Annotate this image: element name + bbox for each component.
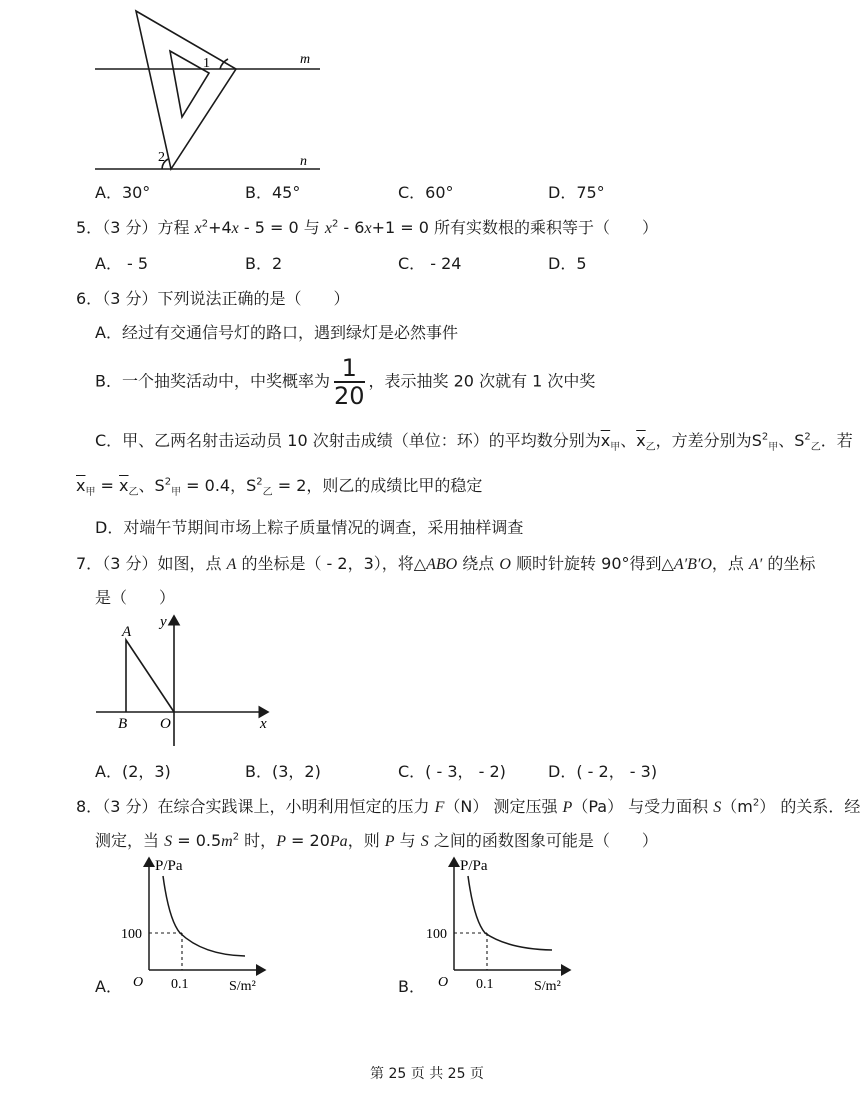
q5-stem-b: 所有实数根的乘积等于（ ） bbox=[434, 218, 659, 237]
q7-stem-e: ，点 bbox=[711, 554, 744, 573]
graph-a-ytick: 100 bbox=[121, 927, 142, 942]
q6-c-xbar-yi: $\overline{x}$ bbox=[636, 431, 646, 450]
q7-stem-d: 顺时针旋转 90°得到△ bbox=[516, 554, 674, 573]
graph-a-curve bbox=[163, 876, 245, 956]
q8-unit-s-exp: 2 bbox=[752, 797, 760, 809]
q5-eq1-tail: - 5 = 0 bbox=[238, 218, 299, 237]
q5-eq2-x: x bbox=[324, 220, 332, 237]
q8-stem-a: 在综合实践课上，小明利用恒定的压力 bbox=[157, 797, 430, 816]
q7-stem-f: 的坐标 bbox=[767, 554, 816, 573]
q8-l2-p: P bbox=[276, 833, 286, 850]
q6-c2-s2: = 2，则乙的成绩比甲的稳定 bbox=[272, 476, 483, 495]
fig7-label-o: O bbox=[160, 716, 171, 732]
q8-l2-g: 之间的函数图象可能是（ ） bbox=[433, 831, 658, 850]
q6-c2-dun: 、 bbox=[138, 476, 155, 495]
q7-tri2: A′B′O bbox=[673, 556, 712, 573]
q8-l2-s: S bbox=[164, 833, 173, 850]
q6-c-ssub-jia: 甲 bbox=[768, 442, 779, 454]
q7-stem-b: 的坐标是（ - 2，3），将△ bbox=[241, 554, 427, 573]
q6-b-num: 1 bbox=[334, 355, 365, 383]
q5-stem bbox=[76, 215, 658, 238]
q6-c2-xbar-yi: $\overline{x}$ bbox=[119, 476, 129, 495]
q6-c2-sub-yi: 乙 bbox=[128, 487, 139, 499]
q6-number: 6． bbox=[76, 289, 103, 308]
q8-option-b: B． bbox=[398, 977, 425, 996]
q7-pt-a2: A′ bbox=[749, 556, 763, 573]
q8-unit-f: （N） bbox=[444, 797, 489, 816]
q7-figure bbox=[90, 608, 280, 750]
q6-b-fraction bbox=[334, 355, 365, 409]
label-angle-2: 2 bbox=[158, 150, 165, 165]
q8-option-a: A． bbox=[95, 977, 122, 996]
q6-option-a: A．经过有交通信号灯的路口，遇到绿灯是必然事件 bbox=[95, 323, 458, 342]
q8-stem-line2 bbox=[95, 828, 658, 851]
q8-l2-f: 与 bbox=[399, 831, 416, 850]
q5-eq1-x2: x bbox=[231, 220, 239, 237]
q6-c-dun2: 、 bbox=[778, 431, 795, 450]
graph-b-xlabel: S/m² bbox=[534, 979, 561, 994]
q8-l2-b: = 0.5 bbox=[172, 831, 222, 850]
q4-option-c: C．60° bbox=[398, 183, 454, 202]
graph-b-curve bbox=[468, 876, 552, 950]
q5-eq2-exp: 2 bbox=[331, 218, 339, 230]
q8-l2-d: = 20 bbox=[285, 831, 330, 850]
q6-c2-ssub-yi: 乙 bbox=[262, 487, 273, 499]
q8-l2-a: 测定，当 bbox=[95, 831, 160, 850]
fig7-label-x: x bbox=[260, 716, 267, 732]
q5-option-d: D．5 bbox=[548, 254, 587, 273]
q7-option-b: B．(3，2) bbox=[245, 762, 321, 781]
q6-b-den: 20 bbox=[333, 382, 365, 410]
q4-option-d: D．75° bbox=[548, 183, 605, 202]
page-footer: 第 25 页 共 25 页 bbox=[370, 1066, 484, 1082]
q8-unit-s-post: ） bbox=[759, 797, 776, 816]
q7-tri1: ABO bbox=[426, 556, 458, 573]
q6-c-s-yi: S bbox=[794, 431, 805, 450]
q5-eq2-x2: x bbox=[364, 220, 372, 237]
q6-c-end: ．若 bbox=[820, 431, 853, 450]
q7-stem-c: 绕点 bbox=[462, 554, 495, 573]
q8-l2-p2: P bbox=[384, 833, 395, 850]
q6-option-d: D．对端午节期间市场上粽子质量情况的调查，采用抽样调查 bbox=[95, 518, 524, 537]
label-n: n bbox=[300, 154, 307, 169]
q6-c2-s1: = 0.4， bbox=[181, 476, 247, 495]
q7-stem bbox=[76, 551, 815, 574]
q8-l2-m: m bbox=[221, 833, 233, 850]
q8-l2-e: ，则 bbox=[347, 831, 380, 850]
triangle-ruler-outer bbox=[136, 11, 236, 169]
q8-l2-s2: S bbox=[420, 833, 429, 850]
graph-b-ytick: 100 bbox=[426, 927, 447, 942]
q8-var-f: F bbox=[434, 799, 445, 816]
graph-a-xtick: 0.1 bbox=[171, 977, 189, 992]
graph-b-origin: O bbox=[438, 975, 449, 990]
q4-option-b: B．45° bbox=[245, 183, 301, 202]
graph-a-origin: O bbox=[133, 975, 144, 990]
q8-unit-s-pre: （m bbox=[721, 797, 753, 816]
q5-option-c: C． - 24 bbox=[398, 254, 462, 273]
graph-b-ylabel: P/Pa bbox=[460, 858, 488, 874]
q8-stem-d: 的关系．经 bbox=[780, 797, 860, 816]
q6-option-b bbox=[95, 354, 596, 410]
q4-figure bbox=[90, 5, 330, 175]
q8-stem bbox=[76, 794, 860, 817]
q8-unit-p: （Pa） bbox=[572, 797, 624, 816]
graph-a-xlabel: S/m² bbox=[229, 979, 256, 994]
q6-c-pre: C．甲、乙两名射击运动员 10 次射击成绩（单位：环）的平均数分别为 bbox=[95, 431, 601, 450]
q6-c-s-jia: S bbox=[751, 431, 762, 450]
q7-option-c: C．( - 3， - 2) bbox=[398, 762, 506, 781]
graph-b-xtick: 0.1 bbox=[476, 977, 494, 992]
q6-c-ssub-yi: 乙 bbox=[810, 442, 821, 454]
q5-eq2-tail: +1 = 0 bbox=[371, 218, 429, 237]
q8-number: 8． bbox=[76, 797, 103, 816]
q7-option-d: D．( - 2， - 3) bbox=[548, 762, 658, 781]
q6-c-sq-yi: 2 bbox=[804, 431, 811, 443]
q5-option-b: B．2 bbox=[245, 254, 283, 273]
q8-l2-c: 时， bbox=[244, 831, 277, 850]
q6-option-c-line1 bbox=[95, 428, 853, 453]
q5-stem-a: 方程 bbox=[157, 218, 190, 237]
q8-graph-b bbox=[426, 850, 590, 995]
q6-c2-sub-jia: 甲 bbox=[85, 487, 96, 499]
q6-c-mid: ，方差分别为 bbox=[655, 431, 752, 450]
q5-number: 5． bbox=[76, 218, 103, 237]
q6-c2-xbar-jia: $\overline{x}$ bbox=[76, 476, 86, 495]
fig7-label-y: y bbox=[160, 614, 167, 630]
q7-pt-a: A bbox=[226, 556, 237, 573]
q7-score: （3 分） bbox=[102, 554, 158, 573]
q6-c2-sq-yi: 2 bbox=[256, 476, 263, 488]
q8-graph-a bbox=[121, 850, 285, 995]
q5-eq1-x: x bbox=[194, 220, 202, 237]
q6-c-sq-jia: 2 bbox=[761, 431, 769, 443]
q7-stem-line2: 是（ ） bbox=[95, 588, 176, 607]
fig7-label-b: B bbox=[118, 716, 128, 732]
q6-c-xbar-jia: $\overline{x}$ bbox=[600, 431, 611, 450]
q6-c-sub-jia: 甲 bbox=[610, 442, 621, 454]
q6-c2-sq-jia: 2 bbox=[164, 476, 172, 488]
q7-stem-a: 如图，点 bbox=[157, 554, 222, 573]
q6-c2-s-jia: S bbox=[154, 476, 165, 495]
q5-score: （3 分） bbox=[102, 218, 158, 237]
q8-var-p: P bbox=[562, 799, 573, 816]
q6-b-pre: B．一个抽奖活动中，中奖概率为 bbox=[95, 371, 330, 391]
q6-c-dun: 、 bbox=[620, 431, 637, 450]
q6-stem bbox=[76, 286, 349, 309]
q8-stem-c: 与受力面积 bbox=[628, 797, 709, 816]
q5-eq1-exp: 2 bbox=[201, 218, 209, 230]
label-m: m bbox=[300, 52, 311, 67]
label-angle-1: 1 bbox=[203, 56, 210, 71]
q6-c2-ssub-jia: 甲 bbox=[171, 487, 182, 499]
q7-pt-o: O bbox=[499, 556, 511, 573]
q6-c2-eq: = bbox=[95, 476, 120, 495]
q6-option-c-line2 bbox=[76, 473, 482, 498]
q5-connector: 与 bbox=[303, 218, 320, 237]
q8-l2-exp: 2 bbox=[232, 831, 240, 843]
q8-stem-b: 测定压强 bbox=[493, 797, 558, 816]
q5-option-a: A． - 5 bbox=[95, 254, 149, 273]
q6-stem-text: 下列说法正确的是（ ） bbox=[157, 289, 350, 308]
q6-c2-s-yi: S bbox=[246, 476, 257, 495]
q4-option-a: A．30° bbox=[95, 183, 151, 202]
q6-b-post: ，表示抽奖 20 次就有 1 次中奖 bbox=[368, 371, 596, 391]
graph-a-ylabel: P/Pa bbox=[155, 858, 183, 874]
fig7-label-a: A bbox=[122, 624, 132, 640]
q7-number: 7． bbox=[76, 554, 103, 573]
q5-eq1-mid: +4 bbox=[208, 218, 232, 237]
q6-score: （3 分） bbox=[102, 289, 158, 308]
q8-score: （3 分） bbox=[102, 797, 158, 816]
q8-var-s: S bbox=[713, 799, 722, 816]
triangle-abo bbox=[126, 640, 174, 712]
q8-l2-pa: Pa bbox=[329, 833, 348, 850]
q5-eq2-mid: - 6 bbox=[338, 218, 365, 237]
q7-option-a: A．(2，3) bbox=[95, 762, 171, 781]
q6-c-sub-yi: 乙 bbox=[645, 442, 656, 454]
